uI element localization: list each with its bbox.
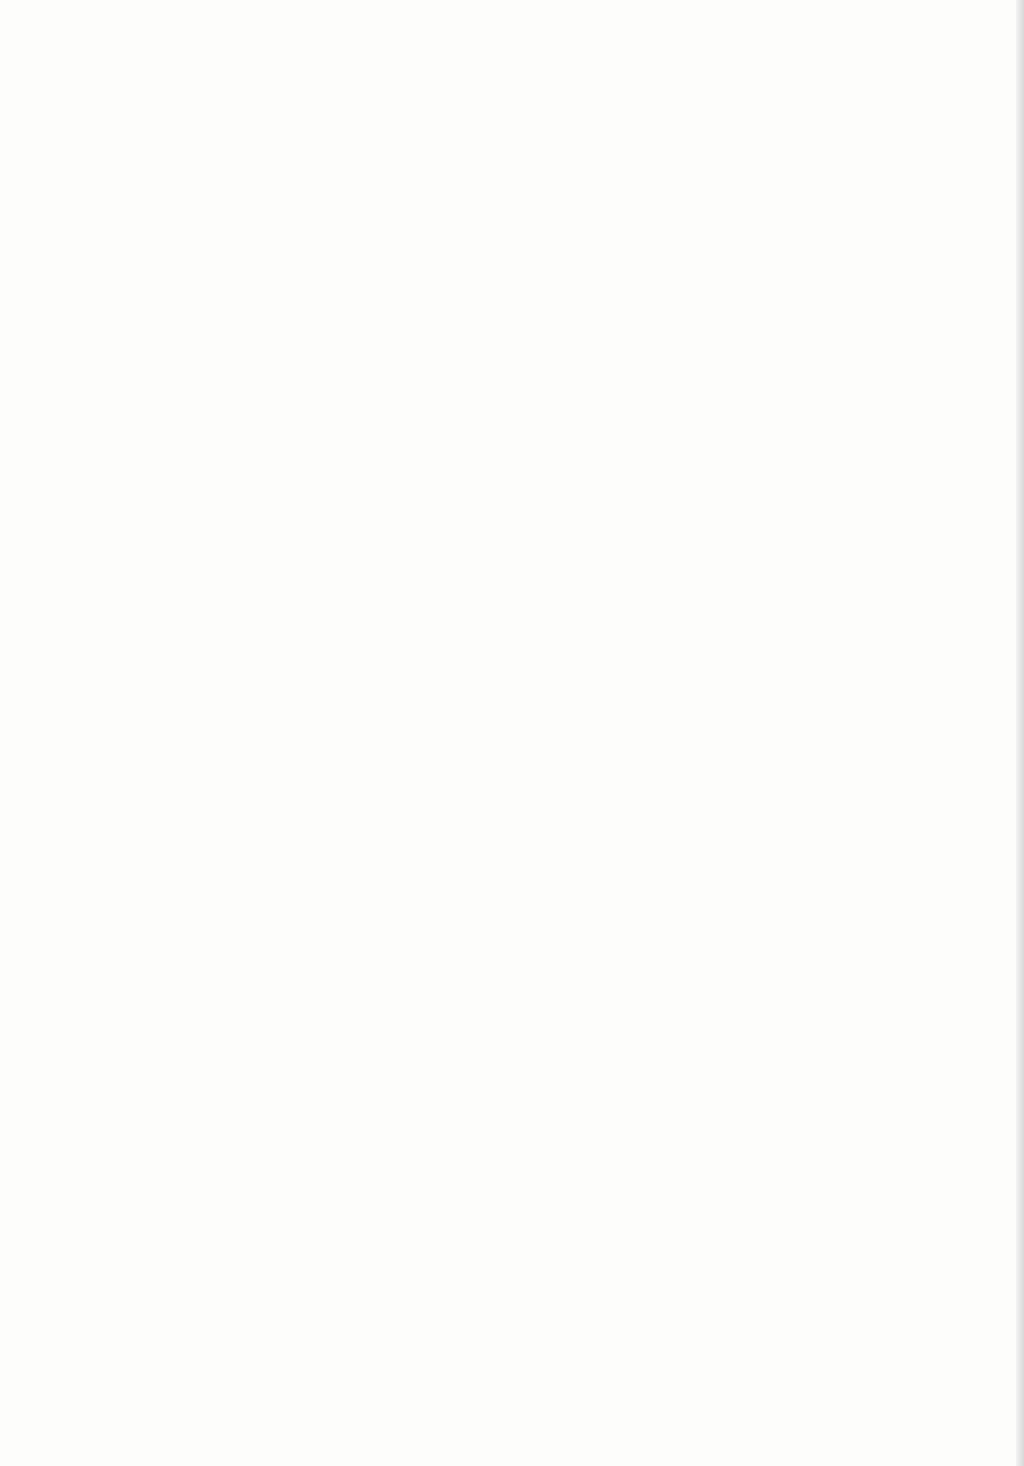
section-heading bbox=[0, 905, 1024, 941]
roster-section-11 bbox=[0, 905, 1024, 941]
